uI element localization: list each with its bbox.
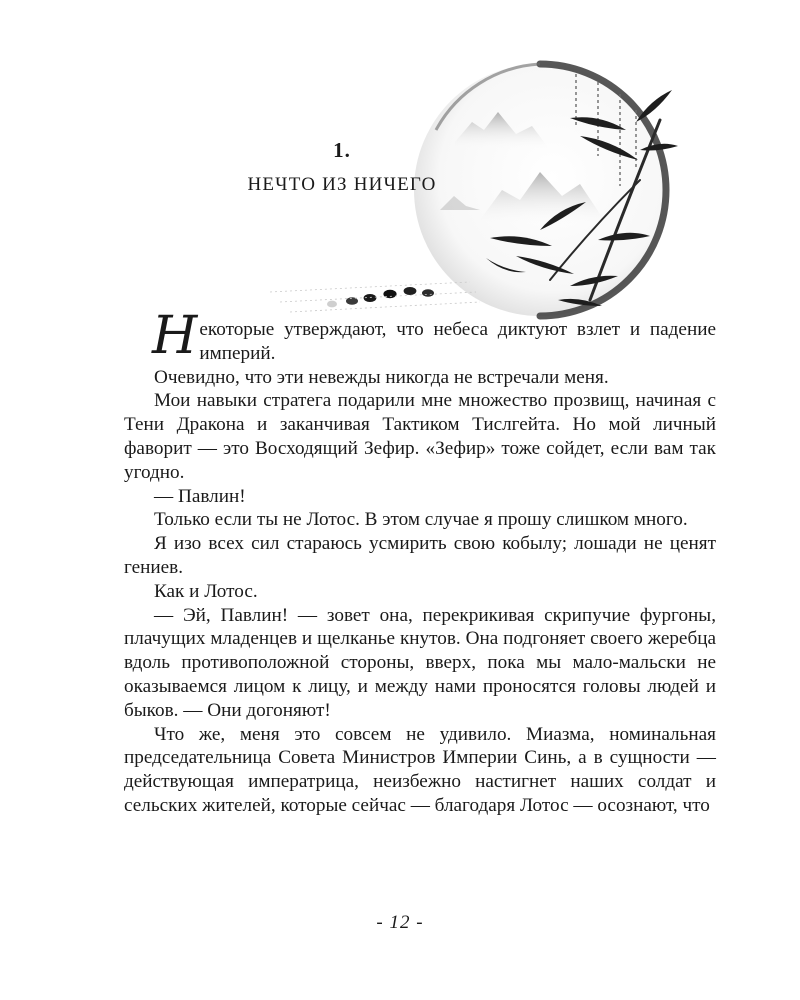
drop-cap: Н bbox=[152, 306, 198, 366]
go-board-lines bbox=[270, 282, 480, 312]
paragraph: Как и Лотос. bbox=[154, 580, 258, 602]
paragraph: Только если ты не Лотос. В этом случае я прошу слишком много. bbox=[154, 509, 688, 531]
paragraph: — Павлин! bbox=[154, 485, 246, 507]
paragraph: Мои навыки стратега подарили мне множество прозвищ, начиная с Тени Дракона и заканчивая Тактиком Тислгейта. Но мой личный фаворит — это Восходящий Зефир. «Зефир» тоже сойдет, если вам так угодно. bbox=[124, 390, 716, 483]
chapter-number: 1. bbox=[333, 138, 351, 162]
paragraph-first bbox=[124, 306, 716, 366]
paragraph: Что же, меня это совсем не удивило. Миазма, номинальная председательница Совета Министров Империи Синь, а в сущности — действующая императрица, неизбежно настигнет наших солдат и сельских жителей, которые сейчас — благодаря Лотос — осознают, что bbox=[124, 723, 716, 816]
paragraph: Очевидно, что эти невежды никогда не встречали меня. bbox=[154, 366, 609, 388]
page-number: - 12 - bbox=[376, 912, 424, 933]
chapter-title: НЕЧТО ИЗ НИЧЕГО bbox=[247, 174, 437, 195]
body-text bbox=[124, 306, 716, 818]
first-paragraph-rest: екоторые утверждают, что небеса диктуют взлет и падение империй. bbox=[199, 319, 716, 364]
paragraph: Я изо всех сил стараюсь усмирить свою кобылу; лошади не ценят гениев. bbox=[124, 533, 716, 578]
paragraph: — Эй, Павлин! — зовет она, перекрикивая скрипучие фургоны, плачущих младенцев и щелканье кнутов. Она подгоняет своего жеребца вдоль противоположной стороны, вверх, пока мы мало-мальски не оказываемся лицом к лицу, и между нами проносятся головы людей и быков. — Они догоняют! bbox=[124, 604, 716, 721]
